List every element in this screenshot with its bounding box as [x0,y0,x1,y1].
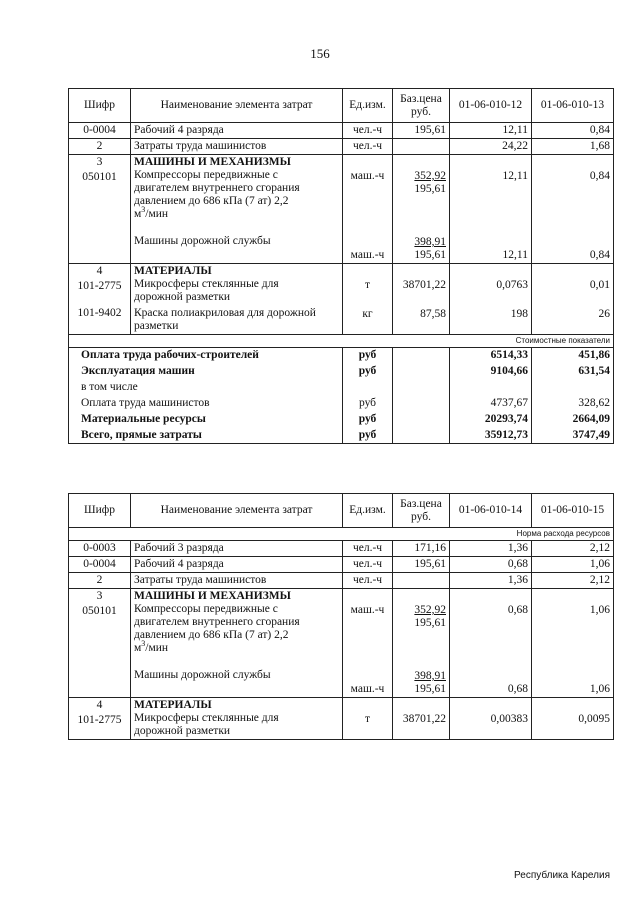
section-code [69,155,131,264]
header-col1: 01-06-010-14 [450,494,532,528]
row-value-2: 1,68 [532,139,614,155]
table-row [69,123,614,139]
row-value-1: 12,11 [450,123,532,139]
row-code: 101-2775 [77,714,122,726]
summary-unit: руб [358,365,377,377]
row-value-1 [450,264,532,335]
table-row [69,139,614,155]
summary-names [69,348,343,444]
value: 12,11 [502,249,528,261]
row-price [393,589,450,698]
summary-unit: руб [358,397,377,409]
price-top: 398,91 [414,670,446,682]
price-bottom: 195,61 [414,183,446,195]
row-price [393,698,450,740]
summary-value: 2664,09 [572,413,610,425]
summary-value: 3747,49 [572,429,610,441]
row-value-2 [532,264,614,335]
value: 1,06 [589,683,610,695]
row-name-line: Компрессоры передвижные с [134,603,278,615]
summary-value: 451,86 [578,349,610,361]
row-unit-value: маш.-ч [350,683,385,695]
row-price: 195,61 [393,557,450,573]
summary-name: Всего, прямые затраты [81,429,202,441]
header-price [393,494,450,528]
row-value-1: 1,36 [450,541,532,557]
row-name [131,264,343,335]
section-code [69,264,131,335]
price-bottom: 195,61 [414,617,446,629]
value: 87,58 [420,308,446,320]
value: 1,06 [589,604,610,616]
norm-label: Норма расхода ресурсов [69,528,614,541]
row-unit-value: маш.-ч [350,170,385,182]
row-unit: чел.-ч [343,541,393,557]
row-value-2 [532,155,614,264]
row-name-line: давлением до 686 кПа (7 ат) 2,2 [134,629,289,641]
header-name: Наименование элемента затрат [131,494,343,528]
row-price: 195,61 [393,123,450,139]
row-name [131,155,343,264]
row-code: 101-2775 [77,280,122,292]
value: 38701,22 [402,713,446,725]
row-value-1: 24,22 [450,139,532,155]
row-code: 050101 [82,171,117,183]
summary-values-1 [450,348,532,444]
value: 0,84 [589,170,610,182]
row-unit [343,698,393,740]
row-name-line: двигателем внутреннего сгорания [134,616,300,628]
header-price-line1: Баз.цена [400,92,442,105]
unit-sup: 3 [141,205,146,215]
row-price [393,155,450,264]
summary-value: 20293,74 [484,413,528,425]
row-code: 050101 [82,605,117,617]
row-price: 171,16 [393,541,450,557]
section-title: МАТЕРИАЛЫ [134,265,212,277]
row-name-line: Компрессоры передвижные с [134,169,278,181]
header-price-line1: Баз.цена [400,497,442,510]
row-name-line: двигателем внутреннего сгорания [134,182,300,194]
row-name-line: Микросферы стеклянные для [134,278,279,290]
table-row [69,557,614,573]
summary-unit: руб [358,349,377,361]
value: 0,0763 [496,279,528,291]
row-value-1 [450,589,532,698]
value: 0,68 [507,683,528,695]
unit-m: м [134,642,142,654]
row-name-line: дорожной разметки [134,291,231,303]
row-name-line: Машины дорожной службы [134,669,271,681]
row-unit-value: маш.-ч [350,604,385,616]
row-value-2: 2,12 [532,541,614,557]
section-label-row [69,528,614,541]
section-number: 3 [96,156,103,168]
row-name-line: Машины дорожной службы [134,235,271,247]
value: 26 [598,308,610,320]
section-row [69,698,614,740]
summary-unit: руб [358,429,377,441]
row-value-2: 0,84 [532,123,614,139]
row-unit-value: т [364,279,371,291]
row-unit [343,155,393,264]
cost-table-2 [68,493,614,740]
row-name: Рабочий 4 разряда [131,557,343,573]
summary-name: Оплата труда рабочих-строителей [81,349,259,361]
row-unit: чел.-ч [343,557,393,573]
unit-m: м [134,208,142,220]
row-unit-value: т [364,713,371,725]
value: 0,68 [507,604,528,616]
row-code: 0-0004 [69,557,131,573]
value: 198 [510,308,528,320]
row-unit [343,264,393,335]
row-value-2: 1,06 [532,557,614,573]
section-row [69,589,614,698]
row-name-line: дорожной разметки [134,725,231,737]
value: 12,11 [502,170,528,182]
summary-value: 4737,67 [490,397,528,409]
price-bottom: 195,61 [414,683,446,695]
row-value-1 [450,155,532,264]
row-name: Рабочий 3 разряда [131,541,343,557]
summary-name: Оплата труда машинистов [81,397,210,409]
header-price [393,89,450,123]
header-name: Наименование элемента затрат [131,89,343,123]
summary-value: 631,54 [578,365,610,377]
summary-note: в том числе [81,381,138,393]
row-unit: чел.-ч [343,573,393,589]
row-code: 2 [69,573,131,589]
value: 0,84 [589,249,610,261]
section-title: МАШИНЫ И МЕХАНИЗМЫ [134,156,291,168]
header-price-line2: руб. [411,105,431,118]
section-row [69,155,614,264]
section-code [69,698,131,740]
row-unit-value: кг [362,308,373,320]
summary-name: Эксплуатация машин [81,365,195,377]
row-code: 0-0004 [69,123,131,139]
header-unit: Ед.изм. [343,89,393,123]
row-name-line: Краска полиакриловая для дорожной [134,307,316,319]
section-number: 4 [96,699,103,711]
price-top: 352,92 [414,604,446,616]
summary-name: Материальные ресурсы [81,413,206,425]
row-value-1: 1,36 [450,573,532,589]
summary-value: 328,62 [578,397,610,409]
header-price-line2: руб. [411,510,431,523]
row-name-line [134,205,339,221]
row-code: 101-9402 [77,307,122,319]
value: 38701,22 [402,279,446,291]
summary-values-2 [532,348,614,444]
row-name [131,698,343,740]
row-value-1 [450,698,532,740]
table-row [69,541,614,557]
price-top: 352,92 [414,170,446,182]
page-number: 156 [310,46,330,61]
table-header-row [69,494,614,528]
row-name: Рабочий 4 разряда [131,123,343,139]
cost-indicators-label: Стоимостные показатели [69,335,614,348]
summary-block [69,348,614,444]
row-price [393,139,450,155]
value: 0,00383 [490,713,528,725]
row-name [131,589,343,698]
summary-value: 9104,66 [490,365,528,377]
row-unit-value: маш.-ч [350,249,385,261]
cost-table-1 [68,88,614,444]
row-name-line: разметки [134,320,179,332]
summary-value: 35912,73 [484,429,528,441]
row-value-2 [532,698,614,740]
row-name: Затраты труда машинистов [131,139,343,155]
row-value-1: 0,68 [450,557,532,573]
summary-unit: руб [358,413,377,425]
row-price [393,264,450,335]
summary-value: 6514,33 [490,349,528,361]
header-unit: Ед.изм. [343,494,393,528]
row-price [393,573,450,589]
table-row [69,573,614,589]
row-name-line: давлением до 686 кПа (7 ат) 2,2 [134,195,289,207]
row-value-2 [532,589,614,698]
row-name-line [134,639,339,655]
row-code: 2 [69,139,131,155]
row-value-2: 2,12 [532,573,614,589]
header-col2: 01-06-010-15 [532,494,614,528]
value: 0,0095 [578,713,610,725]
section-label-row [69,335,614,348]
table-header-row [69,89,614,123]
row-unit: чел.-ч [343,139,393,155]
section-title: МАТЕРИАЛЫ [134,699,212,711]
price-top: 398,91 [414,236,446,248]
section-row [69,264,614,335]
summary-empty [393,348,450,444]
unit-sup: 3 [141,639,146,649]
unit-rest: /мин [145,642,169,654]
price-bottom: 195,61 [414,249,446,261]
row-name: Затраты труда машинистов [131,573,343,589]
row-unit [343,589,393,698]
row-unit: чел.-ч [343,123,393,139]
footer-region: Республика Карелия [514,870,610,881]
summary-units [343,348,393,444]
header-code: Шифр [69,494,131,528]
row-code: 0-0003 [69,541,131,557]
unit-rest: /мин [145,208,169,220]
section-number: 4 [96,265,103,277]
section-title: МАШИНЫ И МЕХАНИЗМЫ [134,590,291,602]
section-code [69,589,131,698]
section-number: 3 [96,590,103,602]
row-name-line: Микросферы стеклянные для [134,712,279,724]
header-col2: 01-06-010-13 [532,89,614,123]
header-col1: 01-06-010-12 [450,89,532,123]
value: 0,01 [589,279,610,291]
header-code: Шифр [69,89,131,123]
